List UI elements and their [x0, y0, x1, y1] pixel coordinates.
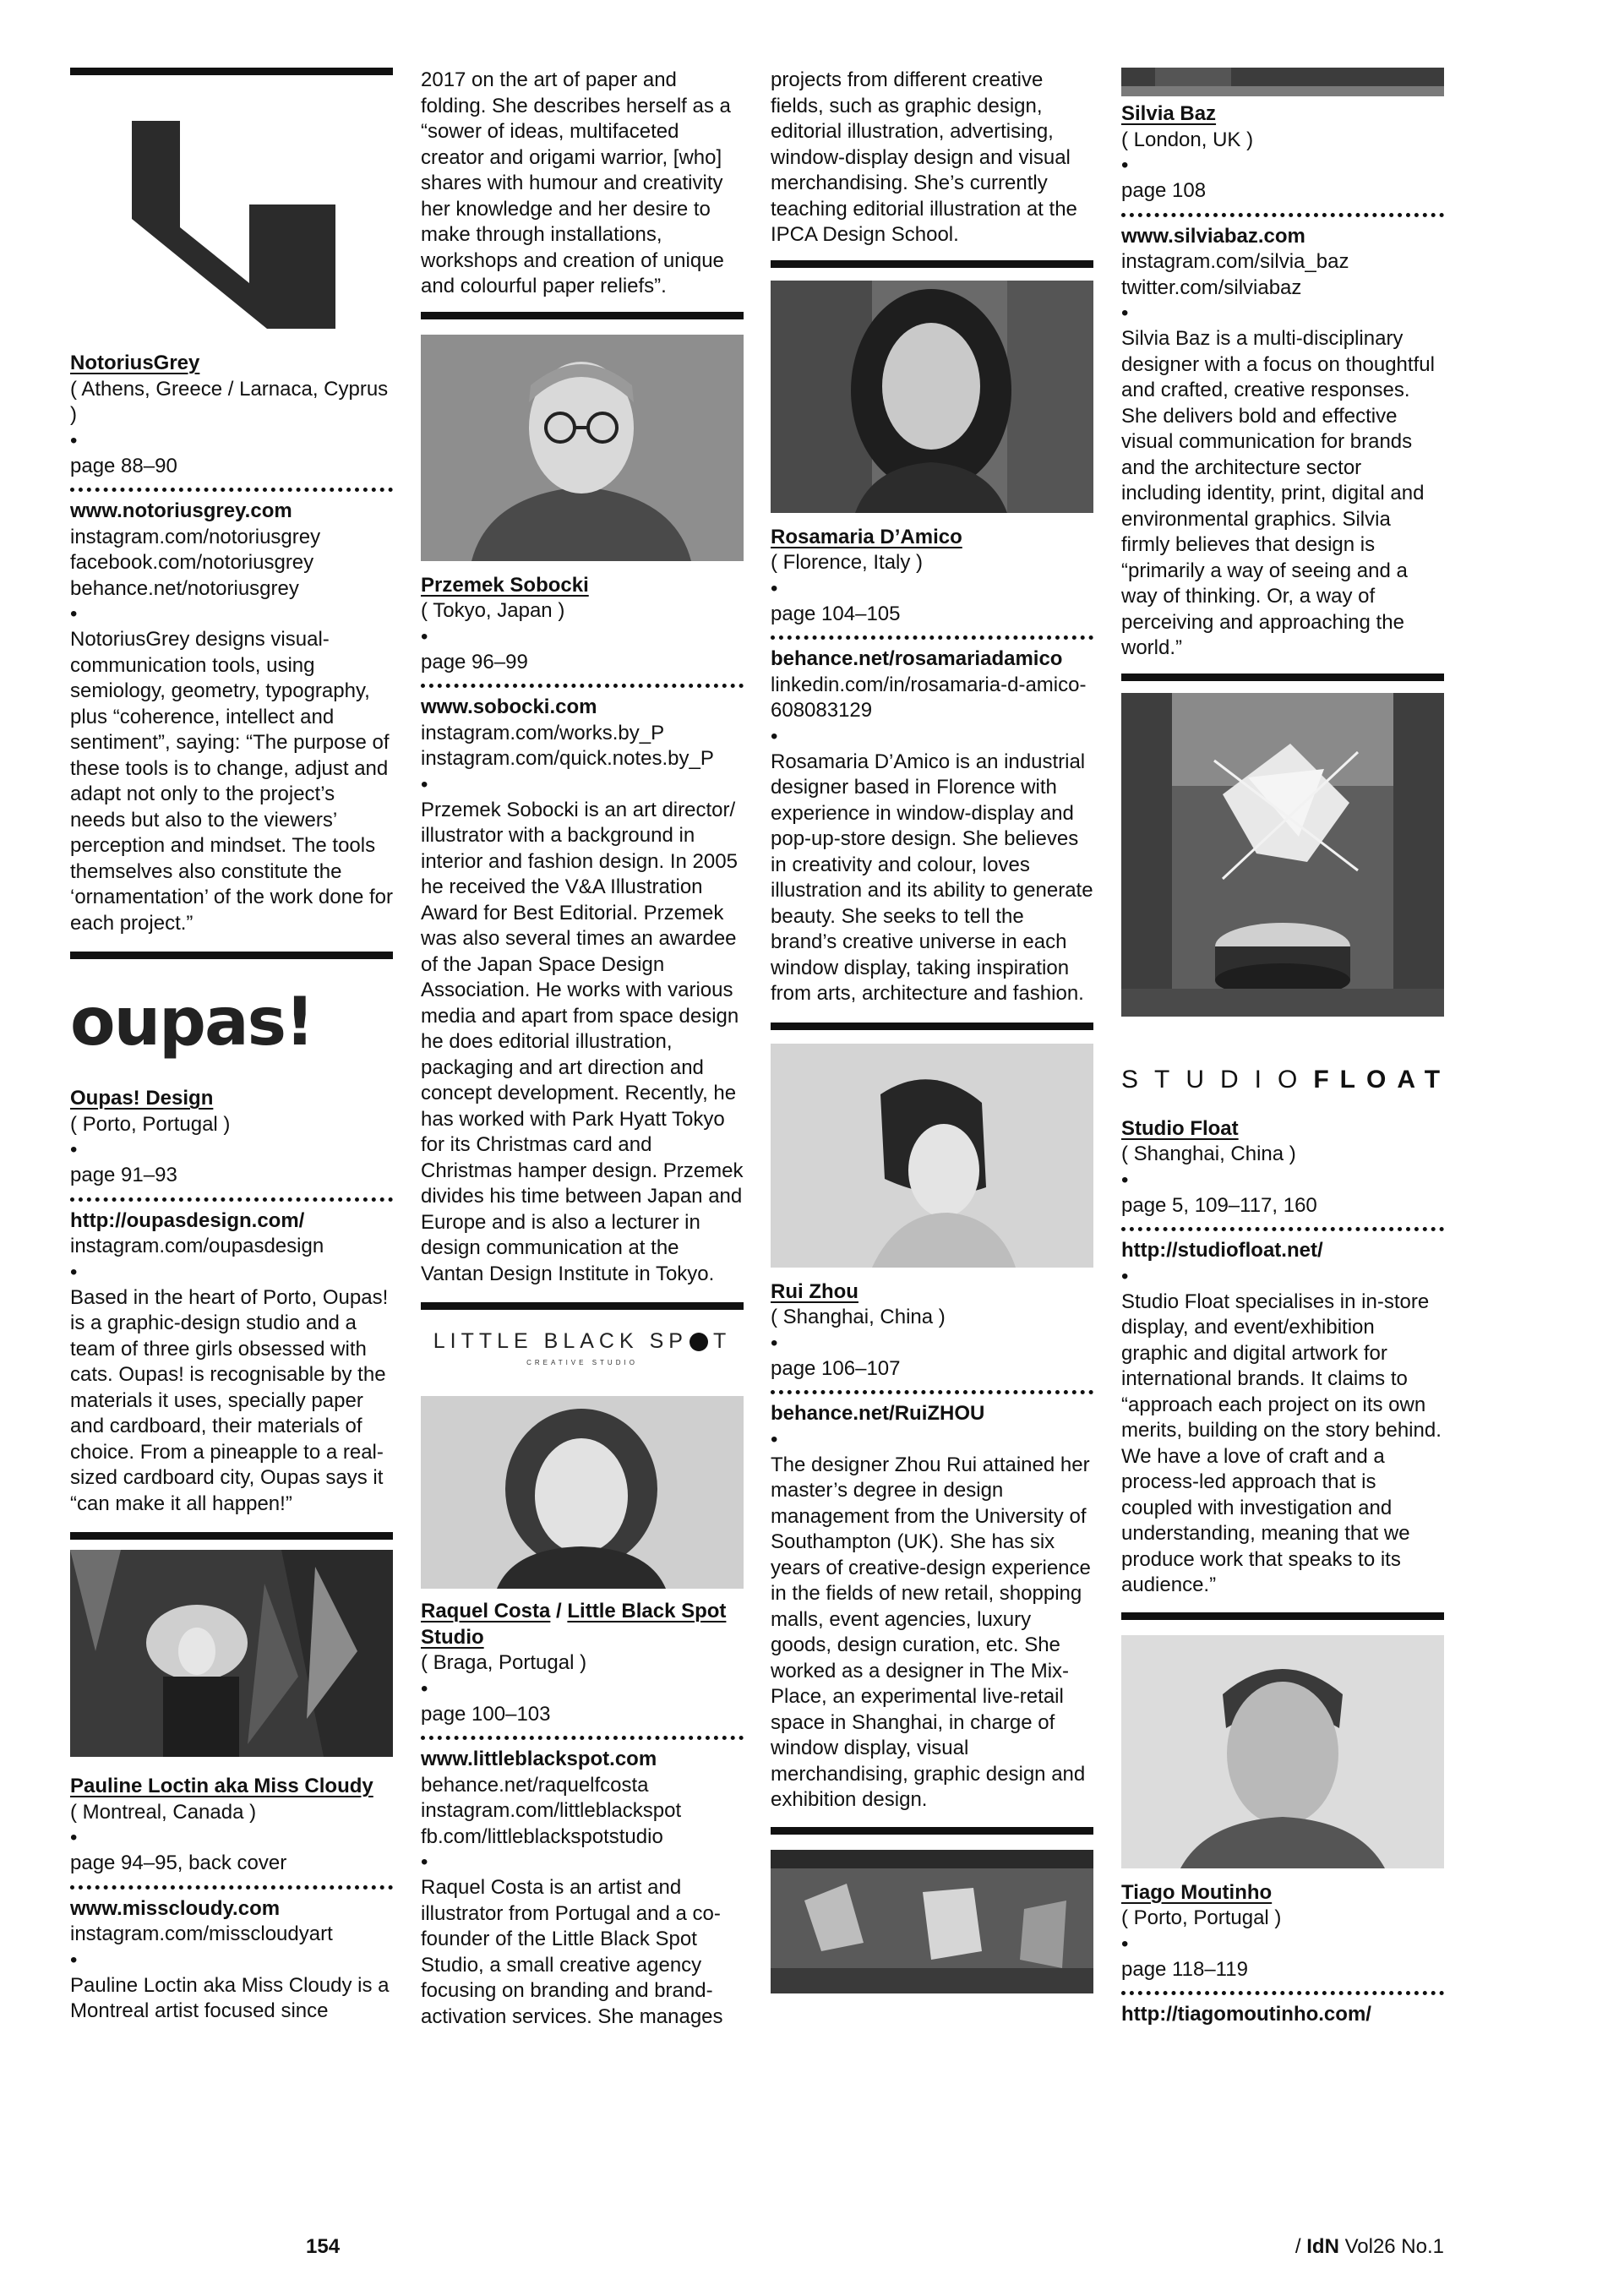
bullet: •: [1121, 1168, 1129, 1192]
website-link[interactable]: www.silviabaz.com: [1121, 224, 1305, 248]
bullet: •: [421, 624, 428, 648]
designer-location: ( London, UK ): [1121, 128, 1254, 151]
cropped-photo-strip: [1121, 68, 1444, 96]
dotted-divider: [421, 684, 744, 688]
designer-location: ( Montreal, Canada ): [70, 1800, 257, 1824]
social-link[interactable]: instagram.com/notoriusgrey: [70, 525, 321, 548]
section-rule: [1121, 1612, 1444, 1620]
designer-name[interactable]: Tiago Moutinho: [1121, 1880, 1273, 1904]
bullet: •: [421, 1851, 428, 1873]
website-link[interactable]: www.sobocki.com: [421, 695, 597, 718]
page-reference: page 118–119: [1121, 1957, 1248, 1981]
social-link[interactable]: twitter.com/silviabaz: [1121, 275, 1302, 299]
designer-bio: Pauline Loctin aka Miss Cloudy is a Montreal artist focused since: [70, 1973, 390, 2022]
bullet: •: [771, 1427, 778, 1451]
page-reference: page 96–99: [421, 650, 528, 674]
bullet: •: [70, 1260, 78, 1284]
website-link[interactable]: http://tiagomoutinho.com/: [1121, 2003, 1371, 2026]
dotted-divider: [1121, 213, 1444, 217]
designer-name[interactable]: Oupas! Design: [70, 1087, 214, 1110]
designer-bio: NotoriusGrey designs visual-communication tools, using semiology, geometry, typography, plus “coherence, intellect and sentiment”, saying: “The purpose of these tools is to change, adjust and adapt not only to the project’s needs but also to the viewers’ perception and mindset. The tools themselves also constitute the ‘ornamentation’ of the work done for each project.”: [70, 628, 393, 935]
column-4: [1121, 68, 1452, 2028]
social-link[interactable]: instagram.com/misscloudyart: [70, 1922, 333, 1945]
column-1: [70, 68, 393, 2025]
designer-location: ( Athens, Greece / Larnaca, Cyprus ): [70, 377, 389, 426]
bullet: •: [70, 1138, 78, 1161]
store-installation-photo: [1121, 693, 1444, 1017]
column-3: [771, 68, 1093, 1993]
bullet: •: [771, 724, 778, 748]
dotted-divider: [771, 635, 1093, 640]
designer-name[interactable]: Przemek Sobocki: [421, 573, 589, 597]
section-rule: [70, 68, 393, 75]
section-rule: [70, 952, 393, 959]
dotted-divider: [1121, 1227, 1444, 1231]
section-rule: [421, 312, 744, 319]
social-link[interactable]: instagram.com/silvia_baz: [1121, 250, 1349, 273]
bullet: •: [70, 1948, 78, 1972]
bullet: •: [1121, 302, 1129, 324]
designer-bio-continued: projects from different creative fields, such as graphic design, editorial illustration, advertising, window-display design and visual merchandising. She’s currently teaching editorial illustration at the IPCA Design School.: [771, 68, 1077, 246]
website-link[interactable]: http://studiofloat.net/: [1121, 1239, 1323, 1262]
designer-location: ( Tokyo, Japan ): [421, 599, 565, 622]
section-rule: [771, 260, 1093, 268]
page-reference: page 108: [1121, 179, 1207, 202]
bullet: •: [1121, 1264, 1129, 1288]
social-link[interactable]: instagram.com/oupasdesign: [70, 1235, 324, 1257]
website-link[interactable]: behance.net/rosamariadamico: [771, 647, 1063, 670]
studio-float-logo: [1121, 1050, 1452, 1110]
social-link[interactable]: instagram.com/littleblackspot: [421, 1799, 682, 1822]
social-link[interactable]: facebook.com/notoriusgrey: [70, 551, 314, 574]
lbs-logo-dot-icon: [689, 1333, 708, 1351]
issue-label: Vol26 No.1: [1338, 2235, 1444, 2258]
bullet: •: [771, 1331, 778, 1355]
section-rule: [421, 1302, 744, 1310]
social-link[interactable]: instagram.com/quick.notes.by_P: [421, 747, 714, 770]
designer-bio: Silvia Baz is a multi-disciplinary designer with a focus on thoughtful and crafted, creative responses. She delivers bold and effective visual communication for brands and the architecture sector including identity, print, digital and environmental graphics. Silvia firmly believes that design is “primarily a way of seeing and a way of thinking. Or, a way of perceiving and approaching the world.”: [1121, 327, 1435, 659]
magazine-folio: [1295, 2235, 1444, 2259]
designer-location: ( Porto, Portugal ): [1121, 1906, 1282, 1929]
dotted-divider: [70, 1197, 393, 1202]
designer-bio-continued: 2017 on the art of paper and folding. She describes herself as a “sower of ideas, multifaceted creator and origami warrior, [who] shares with humour and creativity her knowledge and her desire to make through installations, workshops and creation of unique and colourful paper reliefs”.: [421, 68, 731, 297]
window-display-photo: [771, 1850, 1093, 1993]
little-black-spot-logo: [421, 1310, 744, 1386]
designer-location: ( Porto, Portugal ): [70, 1112, 231, 1136]
page-reference: page 94–95, back cover: [70, 1852, 287, 1874]
page-reference: page 88–90: [70, 454, 177, 477]
bullet: •: [70, 428, 78, 452]
designer-location: ( Shanghai, China ): [771, 1306, 946, 1328]
website-link[interactable]: www.littleblackspot.com: [421, 1748, 657, 1770]
folio-slash: /: [1294, 2235, 1307, 2258]
section-rule: [70, 1532, 393, 1540]
designer-bio: Based in the heart of Porto, Oupas! is a graphic-design studio and a team of three girls obsessed with cats. Oupas! is recognisable by the materials it uses, specially paper and cardboard, their materials of choice. From a pineapple to a real-sized cardboard city, Oupas says it “can make it all happen!”: [70, 1285, 389, 1515]
designer-name[interactable]: Silvia Baz: [1121, 102, 1217, 125]
designer-name[interactable]: Studio Float: [1121, 1116, 1239, 1140]
magazine-name: IdN: [1306, 2235, 1339, 2258]
page-reference: page 91–93: [70, 1164, 177, 1186]
oupas-logo: [70, 959, 393, 1086]
website-link[interactable]: www.notoriusgrey.com: [70, 499, 292, 522]
designer-bio: Studio Float specialises in in-store display, and event/exhibition graphic and digital artwork for international brands. It claims to “approach each project on its own merits, building on the story behind. We have a love of craft and a process-led approach that is coupled with investigation and understanding, meaning that we produce work that speaks to its audience.”: [1121, 1290, 1442, 1596]
column-2: [421, 68, 744, 2030]
social-link[interactable]: behance.net/notoriusgrey: [70, 576, 299, 600]
designer-name[interactable]: Rosamaria D’Amico: [771, 525, 962, 548]
bullet: •: [421, 1677, 428, 1700]
section-rule: [771, 1827, 1093, 1835]
portrait-photo-woman-curly-hair: [421, 1396, 744, 1589]
designer-bio: Rosamaria D’Amico is an industrial designer based in Florence with experience in window-display and pop-up-store design. She believes in creativity and colour, loves illustration and its ability to generate beauty. She seeks to tell the brand’s creative universe in each window display, taking inspiration from arts, architecture and fashion.: [771, 750, 1093, 1005]
designer-name[interactable]: Rui Zhou: [771, 1279, 858, 1303]
studio-name[interactable]: Little Black Spot Studio: [421, 1600, 727, 1649]
bullet: •: [421, 772, 428, 796]
designer-location: ( Florence, Italy ): [771, 551, 924, 574]
lbs-logo-text: LITTLE BLACK SP: [433, 1329, 688, 1353]
social-link[interactable]: fb.com/littleblackspotstudio: [421, 1824, 663, 1848]
dotted-divider: [771, 1390, 1093, 1394]
studio-float-logo-bold: FLOAT: [1313, 1065, 1452, 1093]
designer-location: ( Braga, Portugal ): [421, 1651, 587, 1674]
page-reference: page 106–107: [771, 1356, 901, 1380]
social-link[interactable]: linkedin.com/in/rosamaria-d-amico-608083129: [771, 673, 1087, 722]
section-rule: [1121, 674, 1444, 681]
dotted-divider: [70, 488, 393, 492]
designer-name[interactable]: Pauline Loctin aka Miss Cloudy: [70, 1775, 373, 1797]
portrait-photo-young-man: [1121, 1635, 1444, 1868]
bullet: •: [70, 1826, 78, 1849]
page-reference: page 100–103: [421, 1702, 551, 1726]
page-number: 154: [306, 2235, 341, 2258]
costumed-figure-photo: [70, 1550, 393, 1757]
dotted-divider: [421, 1736, 744, 1740]
dotted-divider: [1121, 1991, 1444, 1995]
lbs-logo-text-end: T: [712, 1329, 732, 1353]
bullet: •: [1121, 1932, 1129, 1955]
social-link[interactable]: behance.net/raquelfcosta: [421, 1773, 649, 1797]
portrait-photo-man-glasses: [421, 335, 744, 561]
website-link[interactable]: http://oupasdesign.com/: [70, 1208, 305, 1232]
portrait-photo-woman-bob-hair: [771, 1044, 1093, 1268]
designer-bio: Raquel Costa is an artist and illustrator from Portugal and a co-founder of the Little Black Spot Studio, a small creative agency focusing on branding and brand-activation services. She manages: [421, 1876, 723, 2028]
studio-float-logo-light: STUDIO: [1121, 1065, 1314, 1093]
page-reference: page 104–105: [771, 602, 901, 625]
lbs-logo-subtitle: CREATIVE STUDIO: [526, 1359, 638, 1366]
designer-location: ( Shanghai, China ): [1121, 1143, 1296, 1165]
page-reference: page 5, 109–117, 160: [1121, 1193, 1317, 1217]
website-link[interactable]: www.misscloudy.com: [70, 1896, 281, 1920]
section-rule: [771, 1023, 1093, 1030]
designer-name[interactable]: Raquel Costa: [421, 1600, 551, 1622]
designer-name-group: [421, 1599, 744, 1650]
designer-bio: Przemek Sobocki is an art director/ illustrator with a background in interior and fashion design. In 2005 he received the V&A Illustration Award for Best Editorial. Przemek was also several times an awardee of the Japan Space Design Association. He works with various media and apart from space design he does editorial illustration, packaging and art direction and concept development. Recently, he has worked with Park Hyatt Tokyo for its Christmas card and Christmas hamper design. Przemek divides his time between Japan and Europe and is also a lecturer in design communication at the Vantan Design Institute in Tokyo.: [421, 798, 744, 1285]
portrait-photo-woman-dark-hair: [771, 281, 1093, 513]
bullet: •: [1121, 154, 1129, 177]
designer-name[interactable]: NotoriusGrey: [70, 352, 200, 374]
designer-bio: The designer Zhou Rui attained her master’s degree in design management from the University of Southampton (UK). She has six years of creative-design experience in the fields of new retail, shopping malls, event agencies, luxury goods, design curation, etc. She worked as a designer in The Mix-Place, an experimental live-retail space in Shanghai, in charge of window display, visual merchandising, graphic design and exhibition design.: [771, 1453, 1091, 1811]
bullet: •: [70, 603, 78, 625]
oupas-logo-text: oupas!: [70, 984, 313, 1061]
bullet: •: [771, 576, 778, 600]
dotted-divider: [70, 1885, 393, 1890]
notoriusgrey-logo-icon: [70, 75, 393, 351]
name-separator: /: [550, 1600, 568, 1622]
website-link[interactable]: behance.net/RuiZHOU: [771, 1402, 985, 1425]
social-link[interactable]: instagram.com/works.by_P: [421, 721, 665, 744]
